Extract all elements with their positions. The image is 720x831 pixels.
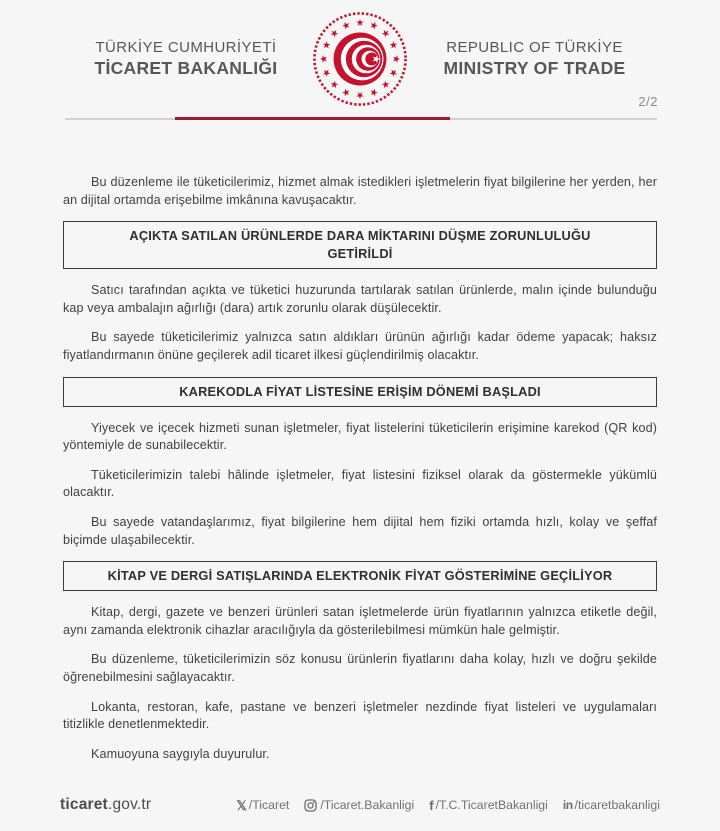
document-body [63,132,657,763]
website-url-rest: .gov.tr [107,796,152,813]
body-paragraph: Tüketicilerimizin talebi hâlinde işletmeler, fiyat listesini fiziksel olarak da göstermekle yükümlü olacaktır. [63,467,657,500]
ministry-masthead [0,10,720,108]
body-paragraph: Yiyecek ve içecek hizmeti sunan işletmeler, fiyat listelerini tüketicilerin erişimine karekod (QR kod) yöntemiyle de sunabilecektir. [63,420,657,453]
social-link-facebook[interactable] [429,798,548,812]
body-paragraph: Kitap, dergi, gazete ve benzeri ürünleri satan işletmelerde ürün fiyatlarının yalnızca etiketle değil, aynı zamanda elektronik cihazlar aracılığıyla da gösterilebilmesi mümkün hale gelmiştir. [63,605,657,637]
section-heading-box: AÇIKTA SATILAN ÜRÜNLERDE DARA MİKTARINI DÜŞME ZORUNLULUĞU GETİRİLDİ [63,221,657,269]
social-link-x[interactable] [236,798,289,812]
social-link-instagram[interactable] [304,798,414,812]
social-handle-x: /Ticaret [248,798,290,812]
document-header [0,0,720,132]
ministry-name-en-line2: MINISTRY OF TRADE [443,58,626,79]
body-paragraph: Bu sayede tüketicilerimiz yalnızca satın aldıkları ürünün ağırlığı kadar ödeme yapacak; haksız fiyatlandırmanın önüne geçilerek adil ticaret ilkesi güçlendirilmiş olacaktır. [63,330,657,362]
document-footer [0,793,720,817]
section-heading-box: KAREKODLA FİYAT LİSTESİNE ERİŞİM DÖNEMİ BAŞLADI [63,377,657,407]
body-paragraph: Bu düzenleme ile tüketicilerimiz, hizmet almak istedikleri işletmelerin fiyat bilgilerine her yerden, her an dijital ortamda erişebilme imkânına kavuşacaktır. [63,175,657,207]
body-paragraph: Lokanta, restoran, kafe, pastane ve benzeri işletmeler nezdinde fiyat listeleri ve uygulamaları titizlikle denetlenmektedir. [63,699,657,732]
social-link-linkedin[interactable] [563,798,660,812]
ministry-name-tr-line2: TİCARET BAKANLIĞI [94,58,278,79]
body-paragraph: Satıcı tarafından açıkta ve tüketici huzurunda tartılarak satılan ürünlerde, malın içinde bulunduğu kap veya ambalajın ağırlığı (dara) artık zorunlu olarak düşülecektir. [63,283,657,315]
linkedin-icon: in [562,798,573,812]
ministry-name-english [443,38,625,80]
website-url-bold: ticaret [60,796,108,813]
x-icon: 𝕏 [236,797,247,813]
instagram-icon [304,799,317,812]
ministry-name-turkish [94,38,277,80]
social-handle-facebook: /T.C.TicaretBakanligi [435,798,548,812]
ministry-name-en-line1: REPUBLIC OF TÜRKİYE [446,38,623,56]
section-heading-box: KİTAP VE DERGİ SATIŞLARINDA ELEKTRONİK FİYAT GÖSTERİMİNE GEÇİLİYOR [63,561,657,591]
header-divider [65,117,657,120]
divider-red-accent [175,117,450,120]
body-paragraph: Bu sayede vatandaşlarımız, fiyat bilgilerine hem dijital hem fiziki ortamda hızlı, kolay ve şeffaf biçimde ulaşabilecektir. [63,514,657,547]
social-links [236,798,660,812]
social-handle-linkedin: /ticaretbakanligi [574,798,660,812]
page-number: 2/2 [638,94,658,109]
social-handle-instagram: /Ticaret.Bakanligi [320,798,415,812]
ministry-name-tr-line1: TÜRKİYE CUMHURİYETİ [95,38,277,56]
website-url[interactable] [60,796,151,814]
ministry-of-trade-logo-icon [311,10,409,108]
facebook-icon: f [429,797,434,813]
body-paragraph: Kamuoyuna saygıyla duyurulur. [91,746,270,761]
body-paragraph: Bu düzenleme, tüketicilerimizin söz konusu ürünlerin fiyatlarını daha kolay, hızlı ve doğru şekilde öğrenebilmesini sağlayacaktır. [63,652,657,684]
